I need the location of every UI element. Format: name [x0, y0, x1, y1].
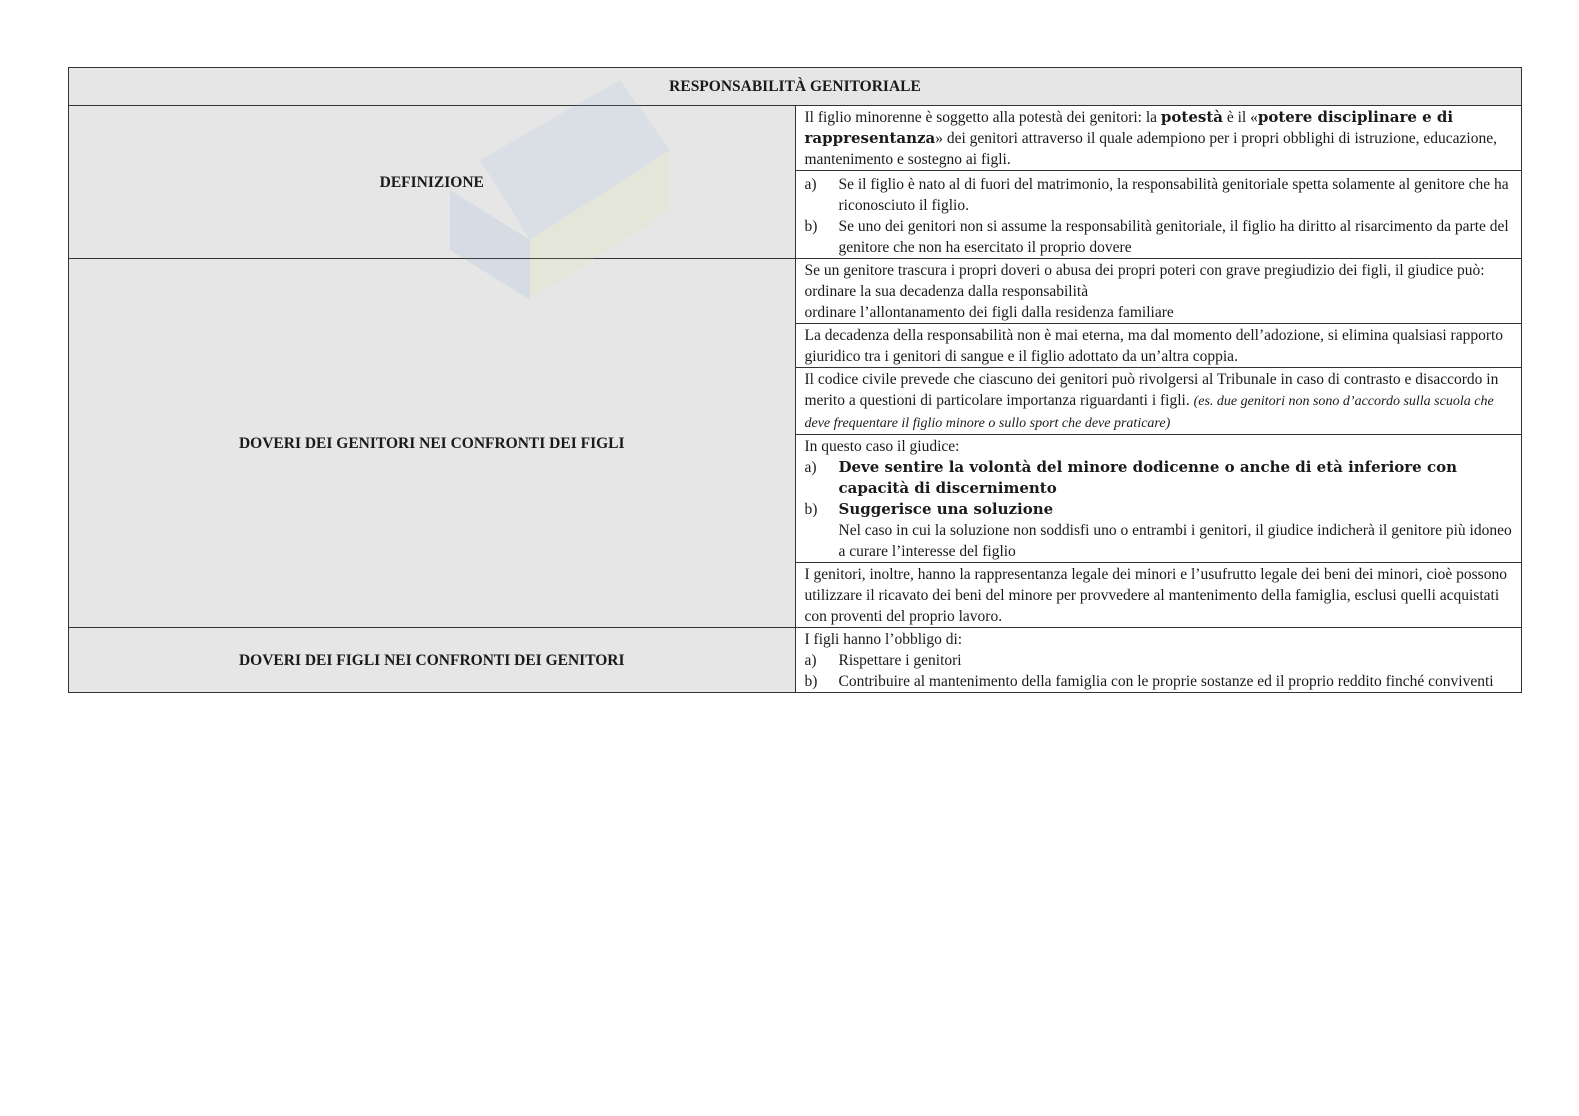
definizione-paragraph — [795, 106, 1522, 171]
text: è il « — [1222, 109, 1258, 126]
note-line: Nel caso in cui la soluzione non soddisfi uno o entrambi i genitori, il giudice indicherà il genitore più idoneo a curare l’interesse del figlio — [838, 522, 1512, 560]
row-label-definizione: DEFINIZIONE — [69, 106, 796, 259]
document-sheet — [68, 67, 1522, 693]
list-text: Contribuire al mantenimento della famiglia con le proprie sostanze ed il proprio reddito finché conviventi — [838, 673, 1494, 690]
doveri-genitori-cell-3 — [795, 368, 1522, 435]
list-item — [805, 457, 1513, 499]
responsabilita-table — [68, 67, 1522, 693]
doveri-genitori-cell-1 — [795, 259, 1522, 324]
list-text: Se uno dei genitori non si assume la responsabilità genitoriale, il figlio ha diritto al risarcimento da parte del genitore che non ha esercitato il proprio dovere — [838, 218, 1509, 256]
table-title: RESPONSABILITÀ GENITORIALE — [69, 68, 1522, 106]
list-text: Suggerisce una soluzione — [838, 500, 1054, 518]
text-line: Se un genitore trascura i propri doveri o abusa dei propri poteri con grave pregiudizio dei figli, il giudice può: — [804, 262, 1485, 279]
definizione-list-cell — [795, 171, 1522, 259]
list-item — [805, 216, 1513, 258]
doveri-genitori-cell-5: I genitori, inoltre, hanno la rappresentanza legale dei minori e l’usufrutto legale dei beni dei minori, cioè possono utilizzare il ricavato dei beni del minore per provvedere al mantenimento della famiglia, esclusi quelli acquistati con proventi del proprio lavoro. — [795, 563, 1522, 628]
text-line: In questo caso il giudice: — [804, 438, 960, 455]
doveri-genitori-cell-2: La decadenza della responsabilità non è mai eterna, ma dal momento dell’adozione, si elimina qualsiasi rapporto giuridico tra i genitori di sangue e il figlio adottato da un’altra coppia. — [795, 324, 1522, 368]
list-text: Deve sentire la volontà del minore dodicenne o anche di età inferiore con capacità di discernimento — [838, 458, 1457, 497]
list-item — [805, 671, 1513, 692]
text: » dei genitori attraverso il quale adempiono per i propri obblighi di istruzione, educazione, mantenimento e sostegno ai figli. — [804, 130, 1497, 168]
list-item — [805, 650, 1513, 671]
text-line: ordinare l’allontanamento dei figli dalla residenza familiare — [804, 304, 1174, 321]
list-marker: a) — [804, 652, 817, 669]
list-marker: a) — [804, 459, 817, 476]
text: Il codice civile prevede che ciascuno dei genitori può rivolgersi al Tribunale in caso di contrasto e disaccordo in merito a questioni di particolare importanza riguardanti i figli. — [804, 371, 1499, 409]
bold-term: potere disciplinare e di rappresentanza — [804, 108, 1454, 147]
example-italic: (es. due genitori non sono d’accordo sulla scuola che deve frequentare il figlio minore o sullo sport che deve praticare) — [804, 394, 1494, 431]
row-label-doveri-genitori: DOVERI DEI GENITORI NEI CONFRONTI DEI FIGLI — [69, 259, 796, 628]
row-label-doveri-figli: DOVERI DEI FIGLI NEI CONFRONTI DEI GENITORI — [69, 628, 796, 693]
text-line: I figli hanno l’obbligo di: — [804, 631, 963, 648]
text-line: ordinare la sua decadenza dalla responsabilità — [804, 283, 1089, 300]
list-marker: b) — [804, 501, 818, 518]
list-text: Se il figlio è nato al di fuori del matrimonio, la responsabilità genitoriale spetta solamente al genitore che ha riconosciuto il figlio. — [838, 176, 1509, 214]
list-marker: b) — [804, 673, 818, 690]
list-marker: b) — [804, 218, 818, 235]
bold-term: potestà — [1160, 108, 1223, 126]
list-marker: a) — [804, 176, 817, 193]
doveri-figli-cell — [795, 628, 1522, 693]
text: Il figlio minorenne è soggetto alla potestà dei genitori: la — [804, 109, 1161, 126]
list-text: Rispettare i genitori — [838, 652, 962, 669]
list-item — [805, 499, 1513, 520]
doveri-genitori-cell-4 — [795, 435, 1522, 563]
list-item — [805, 174, 1513, 216]
